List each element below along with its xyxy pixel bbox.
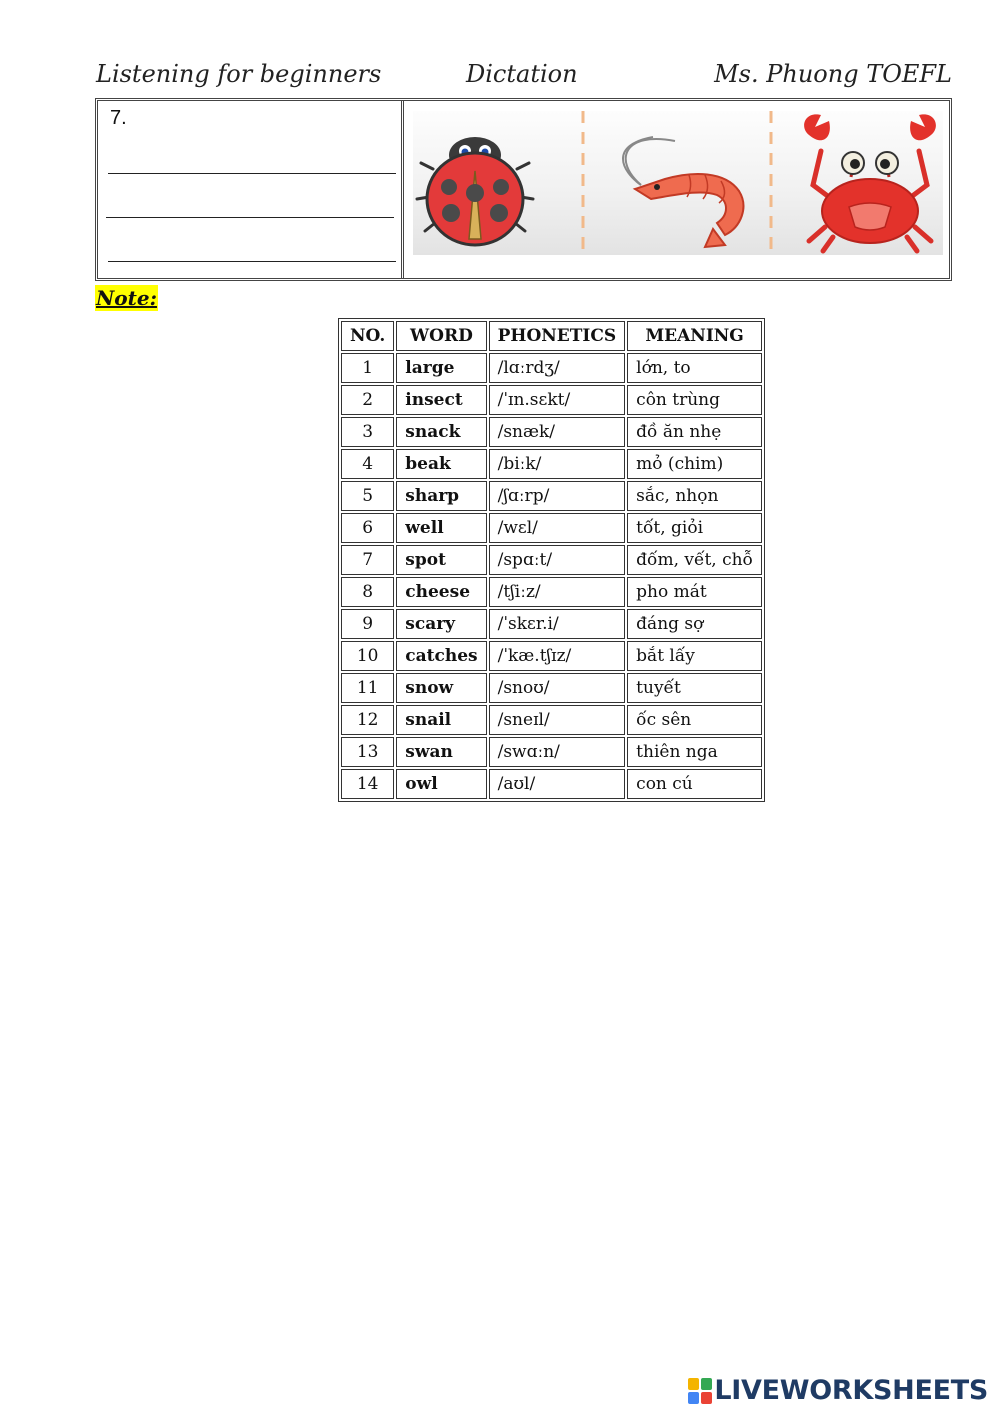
vocab-meaning: tốt, giỏi: [627, 513, 762, 543]
table-row: [341, 545, 762, 575]
vocab-word: sharp: [396, 481, 486, 511]
exercise-number: 7.: [110, 107, 127, 129]
vocab-phonetics: /spɑːt/: [489, 545, 626, 575]
worksheet-header: [96, 60, 952, 96]
vocab-meaning: côn trùng: [627, 385, 762, 415]
table-row: [341, 481, 762, 511]
vocab-phonetics: /lɑːrdʒ/: [489, 353, 626, 383]
vocab-meaning: mỏ (chim): [627, 449, 762, 479]
row-number: 4: [341, 449, 394, 479]
vocab-phonetics: /ʃɑːrp/: [489, 481, 626, 511]
vocab-meaning: đốm, vết, chỗ: [627, 545, 762, 575]
vocab-meaning: pho mát: [627, 577, 762, 607]
row-number: 11: [341, 673, 394, 703]
animal-illustration: [413, 111, 943, 255]
answer-area: [98, 101, 404, 278]
exercise-box: [95, 98, 952, 281]
liveworksheets-logo: [688, 1374, 988, 1408]
vocab-word: snow: [396, 673, 486, 703]
table-row: [341, 609, 762, 639]
vocab-word: large: [396, 353, 486, 383]
crab-icon: [804, 114, 936, 251]
vocab-phonetics: /biːk/: [489, 449, 626, 479]
answer-line-3[interactable]: [108, 261, 396, 262]
vocab-meaning: con cú: [627, 769, 762, 799]
liveworksheets-mark-icon: [688, 1378, 712, 1404]
row-number: 14: [341, 769, 394, 799]
vocab-phonetics: /sneɪl/: [489, 705, 626, 735]
vocab-phonetics: /wɛl/: [489, 513, 626, 543]
vocab-word: snail: [396, 705, 486, 735]
vocab-word: well: [396, 513, 486, 543]
vocab-phonetics: /snoʊ/: [489, 673, 626, 703]
row-number: 3: [341, 417, 394, 447]
shrimp-icon: [623, 137, 743, 247]
table-row: [341, 385, 762, 415]
picture-cell: [407, 101, 949, 278]
row-number: 1: [341, 353, 394, 383]
vocab-word: swan: [396, 737, 486, 767]
vocab-word: scary: [396, 609, 486, 639]
course-title: Listening for beginners: [96, 60, 382, 88]
table-row: [341, 513, 762, 543]
teacher-name: Ms. Phuong TOEFL: [714, 60, 952, 88]
vocab-word: cheese: [396, 577, 486, 607]
vocab-phonetics: /ˈɪn.sɛkt/: [489, 385, 626, 415]
table-row: [341, 705, 762, 735]
answer-line-2[interactable]: [106, 217, 394, 218]
vocab-phonetics: /snæk/: [489, 417, 626, 447]
vocab-meaning: lớn, to: [627, 353, 762, 383]
header-no: NO.: [341, 321, 394, 351]
vocab-phonetics: /swɑːn/: [489, 737, 626, 767]
row-number: 5: [341, 481, 394, 511]
vocab-meaning: bắt lấy: [627, 641, 762, 671]
table-row: [341, 673, 762, 703]
table-row: [341, 417, 762, 447]
vocab-meaning: thiên nga: [627, 737, 762, 767]
vocab-meaning: tuyết: [627, 673, 762, 703]
row-number: 13: [341, 737, 394, 767]
vocab-meaning: ốc sên: [627, 705, 762, 735]
table-row: [341, 577, 762, 607]
activity-title: Dictation: [466, 60, 578, 88]
vocab-word: insect: [396, 385, 486, 415]
vocab-phonetics: /ˈskɛr.i/: [489, 609, 626, 639]
brand-name: LIVEWORKSHEETS: [714, 1375, 988, 1406]
vocab-word: beak: [396, 449, 486, 479]
vocab-word: spot: [396, 545, 486, 575]
header-meaning: MEANING: [627, 321, 762, 351]
vocab-word: catches: [396, 641, 486, 671]
table-row: [341, 769, 762, 799]
note-label: Note:: [96, 286, 157, 310]
row-number: 7: [341, 545, 394, 575]
vocabulary-rows: [341, 353, 762, 799]
vocab-meaning: sắc, nhọn: [627, 481, 762, 511]
row-number: 12: [341, 705, 394, 735]
row-number: 8: [341, 577, 394, 607]
table-row: [341, 641, 762, 671]
vocab-phonetics: /ˈkæ.tʃɪz/: [489, 641, 626, 671]
row-number: 9: [341, 609, 394, 639]
vocabulary-table: [338, 318, 765, 802]
row-number: 6: [341, 513, 394, 543]
header-phonetics: PHONETICS: [489, 321, 626, 351]
vocab-meaning: đồ ăn nhẹ: [627, 417, 762, 447]
vocab-phonetics: /tʃiːz/: [489, 577, 626, 607]
vocab-word: snack: [396, 417, 486, 447]
row-number: 10: [341, 641, 394, 671]
ladybug-icon: [417, 137, 533, 245]
vocab-meaning: đáng sợ: [627, 609, 762, 639]
row-number: 2: [341, 385, 394, 415]
header-word: WORD: [396, 321, 486, 351]
vocab-word: owl: [396, 769, 486, 799]
table-row: [341, 737, 762, 767]
table-row: [341, 449, 762, 479]
table-header-row: [341, 321, 762, 351]
vocab-phonetics: /aʊl/: [489, 769, 626, 799]
table-row: [341, 353, 762, 383]
answer-line-1[interactable]: [108, 173, 396, 174]
